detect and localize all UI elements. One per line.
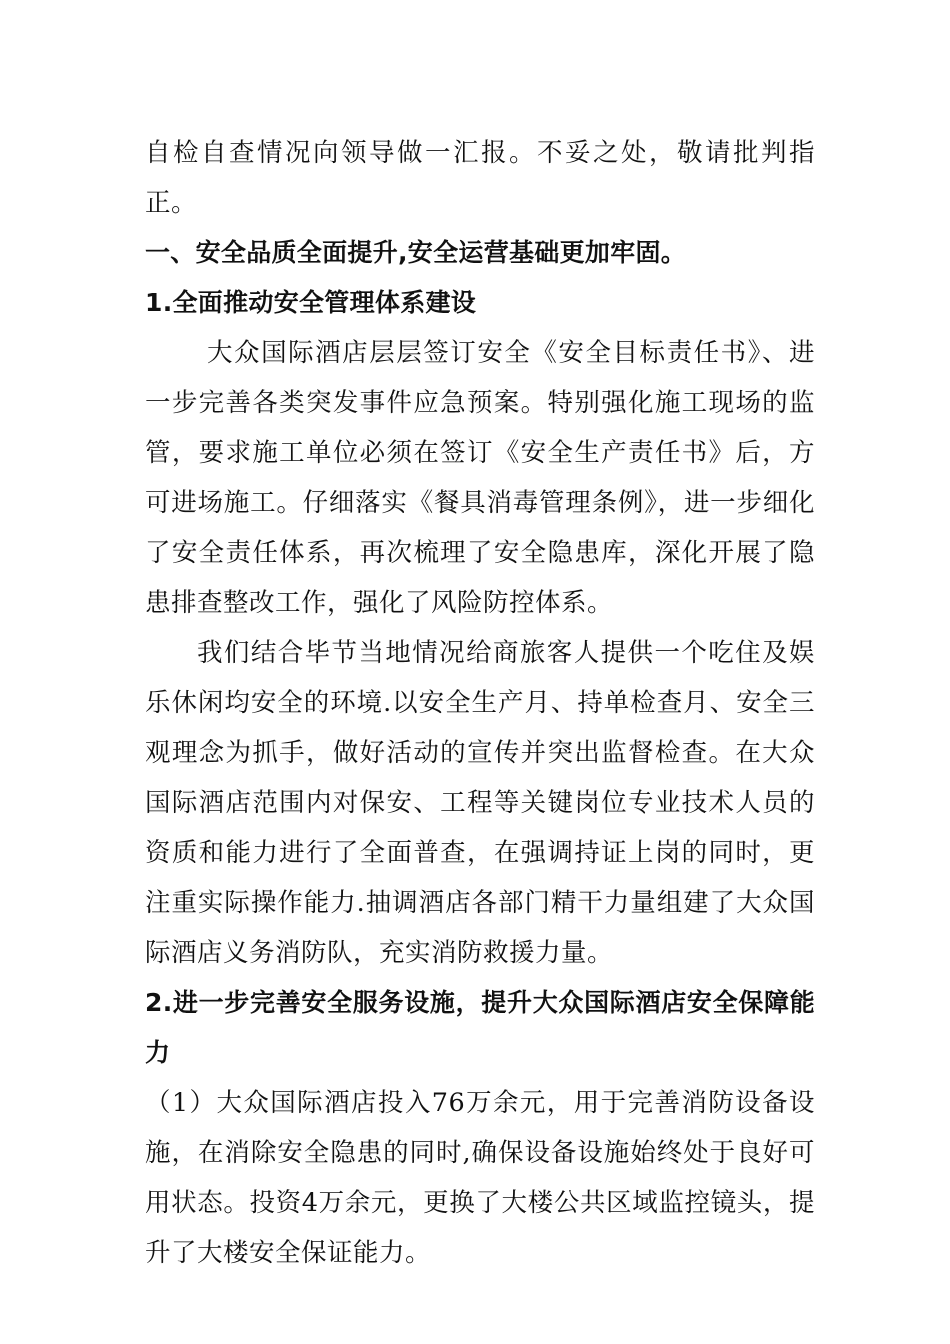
section-heading-1: 一、安全品质全面提升,安全运营基础更加牢固。: [145, 238, 687, 267]
body-paragraph-2: 我们结合毕节当地情况给商旅客人提供一个吃住及娱乐休闲均安全的环境.以安全生产月、持单检查月、安全三观理念为抓手，做好活动的宣传并突出监督检查。在大众国际酒店范围内对保安、工程等关键岗位专业技术人员的资质和能力进行了全面普查，在强调持证上岗的同时，更注重实际操作能力.抽调酒店各部门精干力量组建了大众国际酒店义务消防队，充实消防救援力量。: [145, 638, 815, 968]
intro-paragraph: 自检自查情况向领导做一汇报。不妥之处，敬请批判指正。: [145, 138, 815, 218]
body-paragraph-1: 大众国际酒店层层签订安全《安全目标责任书》、进一步完善各类突发事件应急预案。特别强化施工现场的监管，要求施工单位必须在签订《安全生产责任书》后，方可进场施工。仔细落实《餐具消毒管理条例》，进一步细化了安全责任体系，再次梳理了安全隐患库，深化开展了隐患排查整改工作，强化了风险防控体系。: [145, 338, 815, 618]
subsection-heading-1: 1.全面推动安全管理体系建设: [145, 288, 477, 317]
subsection-heading-2: 2.进一步完善安全服务设施，提升大众国际酒店安全保障能力: [145, 988, 815, 1067]
body-paragraph-3: （1）大众国际酒店投入76万余元，用于完善消防设备设施，在消除安全隐患的同时,确保设备设施始终处于良好可用状态。投资4万余元，更换了大楼公共区域监控镜头，提升了大楼安全保证能力。: [145, 1088, 815, 1268]
document-body: [145, 128, 815, 1278]
